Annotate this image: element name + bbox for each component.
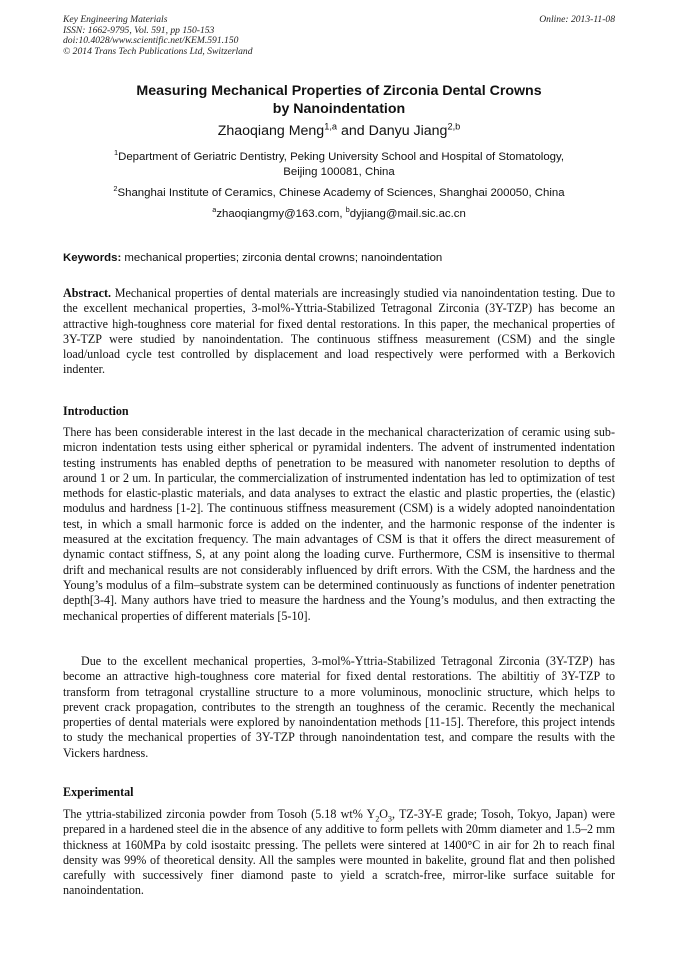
aff1-sup: 1 bbox=[113, 148, 119, 158]
keywords-text: mechanical properties; zirconia dental crowns; nanoindentation bbox=[121, 252, 443, 264]
author-1: Zhaoqiang Meng bbox=[217, 123, 325, 139]
journal-header bbox=[63, 15, 253, 57]
author-2: Danyu Jiang bbox=[368, 123, 448, 139]
affiliation-1 bbox=[63, 150, 615, 180]
exp-sub-3: 3 bbox=[388, 814, 392, 824]
keywords bbox=[63, 251, 615, 265]
aff2-sup: 2 bbox=[113, 184, 118, 194]
author-list bbox=[63, 122, 615, 140]
copyright-line: © 2014 Trans Tech Publications Ltd, Switzerland bbox=[63, 45, 253, 57]
exp-sub-2: 2 bbox=[375, 814, 380, 824]
abstract-label: Abstract. bbox=[63, 286, 112, 300]
introduction-heading: Introduction bbox=[63, 404, 129, 418]
author-and: and bbox=[337, 123, 369, 139]
aff1-line2: Beijing 100081, China bbox=[283, 166, 395, 178]
title-line-1: Measuring Mechanical Properties of Zirconia Dental Crowns bbox=[136, 83, 542, 99]
experimental-heading: Experimental bbox=[63, 785, 134, 799]
exp-text-a: The yttria-stabilized zirconia powder from Tosoh (5.18 wt% Y bbox=[63, 807, 376, 821]
introduction-paragraph-1: There has been considerable interest in the last decade in the mechanical characterization of ceramic using sub-micron indentation tests using either spherical or pyramidal indenters. The advent of instrumented indentation testing instruments has enabled depths of penetration to be measured with nanometer resolution to depths of around 1 or 2 um. In particular, the commercialization of instrumented indentation has led to optimization of test methods for elastic-plastic materials, and data analyses to extract the elastic and plastic properties, the (elastic) modulus and hardness [1-2]. The continuous stiffness measurement (CSM) is a widely adopted nanoindentation test, in which a small harmonic force is added on the indenter, and the harmonic response of the indenter is measured at the excitation frequency. The main advantages of CSM is that it offers the direct measurement of dynamic contact stiffness, S, at any point along the loading curve. Furthermore, CSM is insensitive to thermal drift and mechanical results are not considerably influenced by drift errors. With the CSM, the hardness and the Young’s modulus of a film–substrate system can be determined continuously as functions of indenter penetration depth[3-4]. Many authors have tried to measure the hardness and the Young’s modulus, and then extracting the mechanical properties of different materials [5-10]. bbox=[63, 425, 615, 623]
paper-title bbox=[63, 82, 615, 118]
online-date: Online: 2013-11-08 bbox=[539, 14, 615, 25]
affiliation-2 bbox=[63, 186, 615, 201]
exp-text-c: , TZ-3Y-E grade; Tosoh, Tokyo, Japan) were prepared in a hardened steel die in the absence of any additive to form pellets with 20mm diameter and 1.5–2 mm thickness at 160MPa by cold isostaitc pressing. The pellets were sintered at 1400°C in air for 2h to reach final density was 99% of theoretical density. All the samples were mounted in bakelite, ground flat and then polished carefully with successively finer diamond paste to yield a scratch-free, mirror-like surface suitable for nanoindentation. bbox=[63, 807, 615, 898]
experimental-paragraph-1 bbox=[63, 807, 615, 899]
email-a-sup: a bbox=[212, 205, 217, 215]
journal-name: Key Engineering Materials bbox=[63, 14, 168, 25]
exp-text-b: O bbox=[379, 807, 389, 821]
aff2-text: Shanghai Institute of Ceramics, Chinese Academy of Sciences, Shanghai 200050, China bbox=[117, 187, 565, 199]
doi-line: doi:10.4028/www.scientific.net/KEM.591.150 bbox=[63, 35, 239, 47]
aff1-line1: Department of Geriatric Dentistry, Peking University School and Hospital of Stomatology, bbox=[118, 151, 565, 163]
email-line bbox=[63, 207, 615, 222]
keywords-label: Keywords: bbox=[63, 252, 122, 264]
title-line-2: by Nanoindentation bbox=[272, 101, 406, 117]
abstract bbox=[63, 286, 615, 378]
abstract-text: Mechanical properties of dental materials are increasingly studied via nanoindentation testing. Due to the excellent mechanical properties, 3-mol%-Yttria-Stabilized Tetragonal Zirconia (3Y-TZP) has become an attractive high-toughness core material for fixed dental restorations. In this paper, the mechanical properties of 3Y-TZP were studied by nanoindentation. The continuous stiffness measurement (CSM) and the single load/unload cycle test controlled by displacement and load respectively were performed with a Berkovich indenter. bbox=[63, 286, 615, 377]
author-2-sup: 2,b bbox=[447, 121, 461, 132]
introduction-paragraph-2: Due to the excellent mechanical properties, 3-mol%-Yttria-Stabilized Tetragonal Zirconia (3Y-TZP) has become an attractive high-toughness core material for fixed dental restorations. The abiltitiy of 3Y-TZP to transform from tetragonal crystalline structure to a more voluminous, monoclinic structure, which helps to prevent crack propagation, contributes to the strength an toughness of the ceramic. Recently the mechanical properties of dental materials were explored by nanoindentation methods [11-15]. Therefore, this project intends to study the mechanical properties of 3Y-TZP through nanoindentation test, and compare the results with the Vickers hardness. bbox=[63, 654, 615, 760]
email-a: zhaoqiangmy@163.com, bbox=[216, 208, 346, 220]
email-b-sup: b bbox=[345, 205, 350, 215]
issn-line: ISSN: 1662-9795, Vol. 591, pp 150-153 bbox=[63, 24, 215, 36]
email-b: dyjiang@mail.sic.ac.cn bbox=[349, 208, 466, 220]
author-1-sup: 1,a bbox=[324, 121, 338, 132]
